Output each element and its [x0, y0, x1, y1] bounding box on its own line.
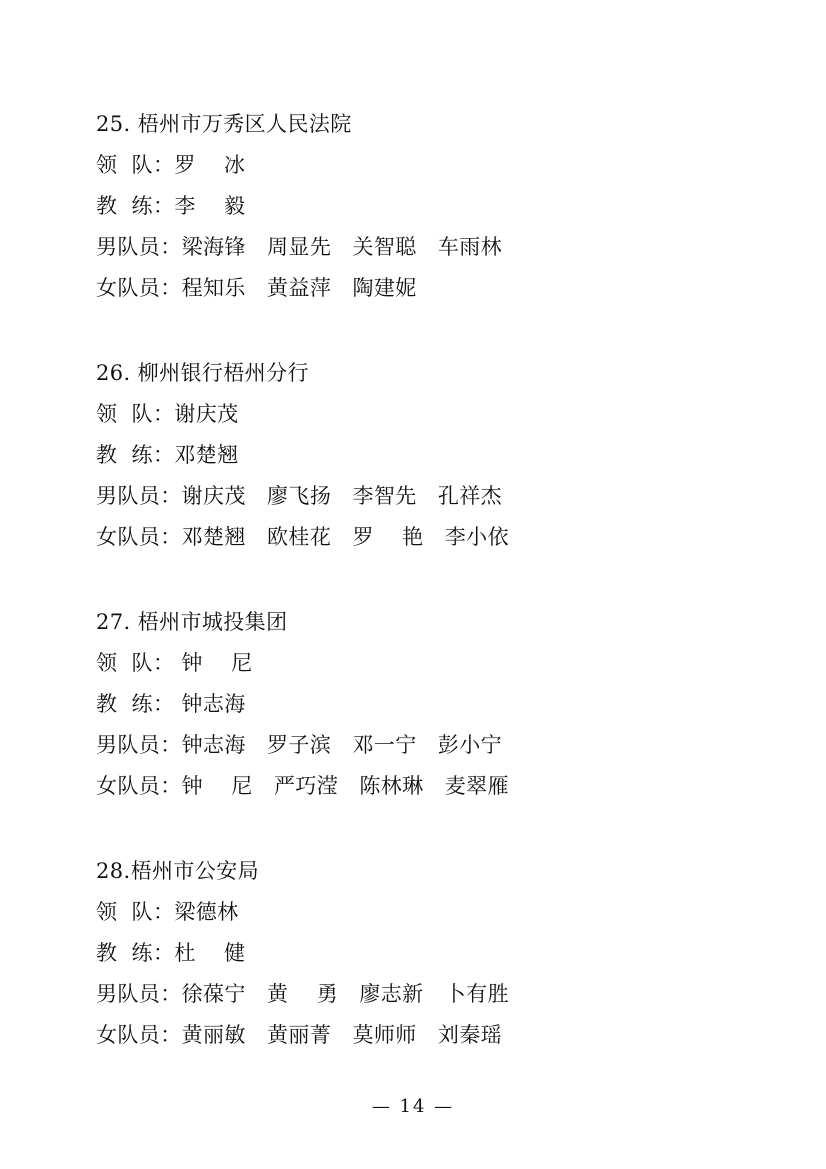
team-coach: 教 练：邓楚翘 [96, 443, 239, 467]
team-male-players: 男队员：钟志海 罗子滨 邓一宁 彭小宁 [96, 733, 503, 757]
team-leader: 领 队：梁德林 [96, 900, 239, 924]
team-roster-list [96, 104, 742, 1056]
team-female-players: 女队员：程知乐 黄益萍 陶建妮 [96, 276, 417, 300]
team-leader: 领 队：罗 冰 [96, 153, 246, 177]
team-male-players: 男队员：梁海锋 周显先 关智聪 车雨林 [96, 235, 503, 259]
team-coach: 教 练： 钟志海 [96, 692, 246, 716]
team-title: 28.梧州市公安局 [96, 859, 259, 883]
team-title: 26. 柳州银行梧州分行 [96, 361, 309, 385]
team-entry [96, 602, 742, 807]
team-coach: 教 练：杜 健 [96, 941, 246, 965]
team-female-players: 女队员：钟 尼 严巧滢 陈林琳 麦翠雁 [96, 774, 509, 798]
team-title: 25. 梧州市万秀区人民法院 [96, 112, 352, 136]
page-number-text: — 14 — [371, 1096, 455, 1117]
team-leader: 领 队： 钟 尼 [96, 651, 253, 675]
page-number [0, 1096, 826, 1117]
team-entry [96, 353, 742, 558]
team-female-players: 女队员：黄丽敏 黄丽菁 莫师师 刘秦瑶 [96, 1023, 503, 1047]
team-female-players: 女队员：邓楚翘 欧桂花 罗 艳 李小依 [96, 525, 509, 549]
team-title: 27. 梧州市城投集团 [96, 610, 288, 634]
team-entry [96, 104, 742, 309]
team-male-players: 男队员：徐葆宁 黄 勇 廖志新 卜有胜 [96, 982, 509, 1006]
team-male-players: 男队员：谢庆茂 廖飞扬 李智先 孔祥杰 [96, 484, 503, 508]
team-coach: 教 练：李 毅 [96, 194, 246, 218]
team-entry [96, 851, 742, 1056]
team-leader: 领 队：谢庆茂 [96, 402, 239, 426]
